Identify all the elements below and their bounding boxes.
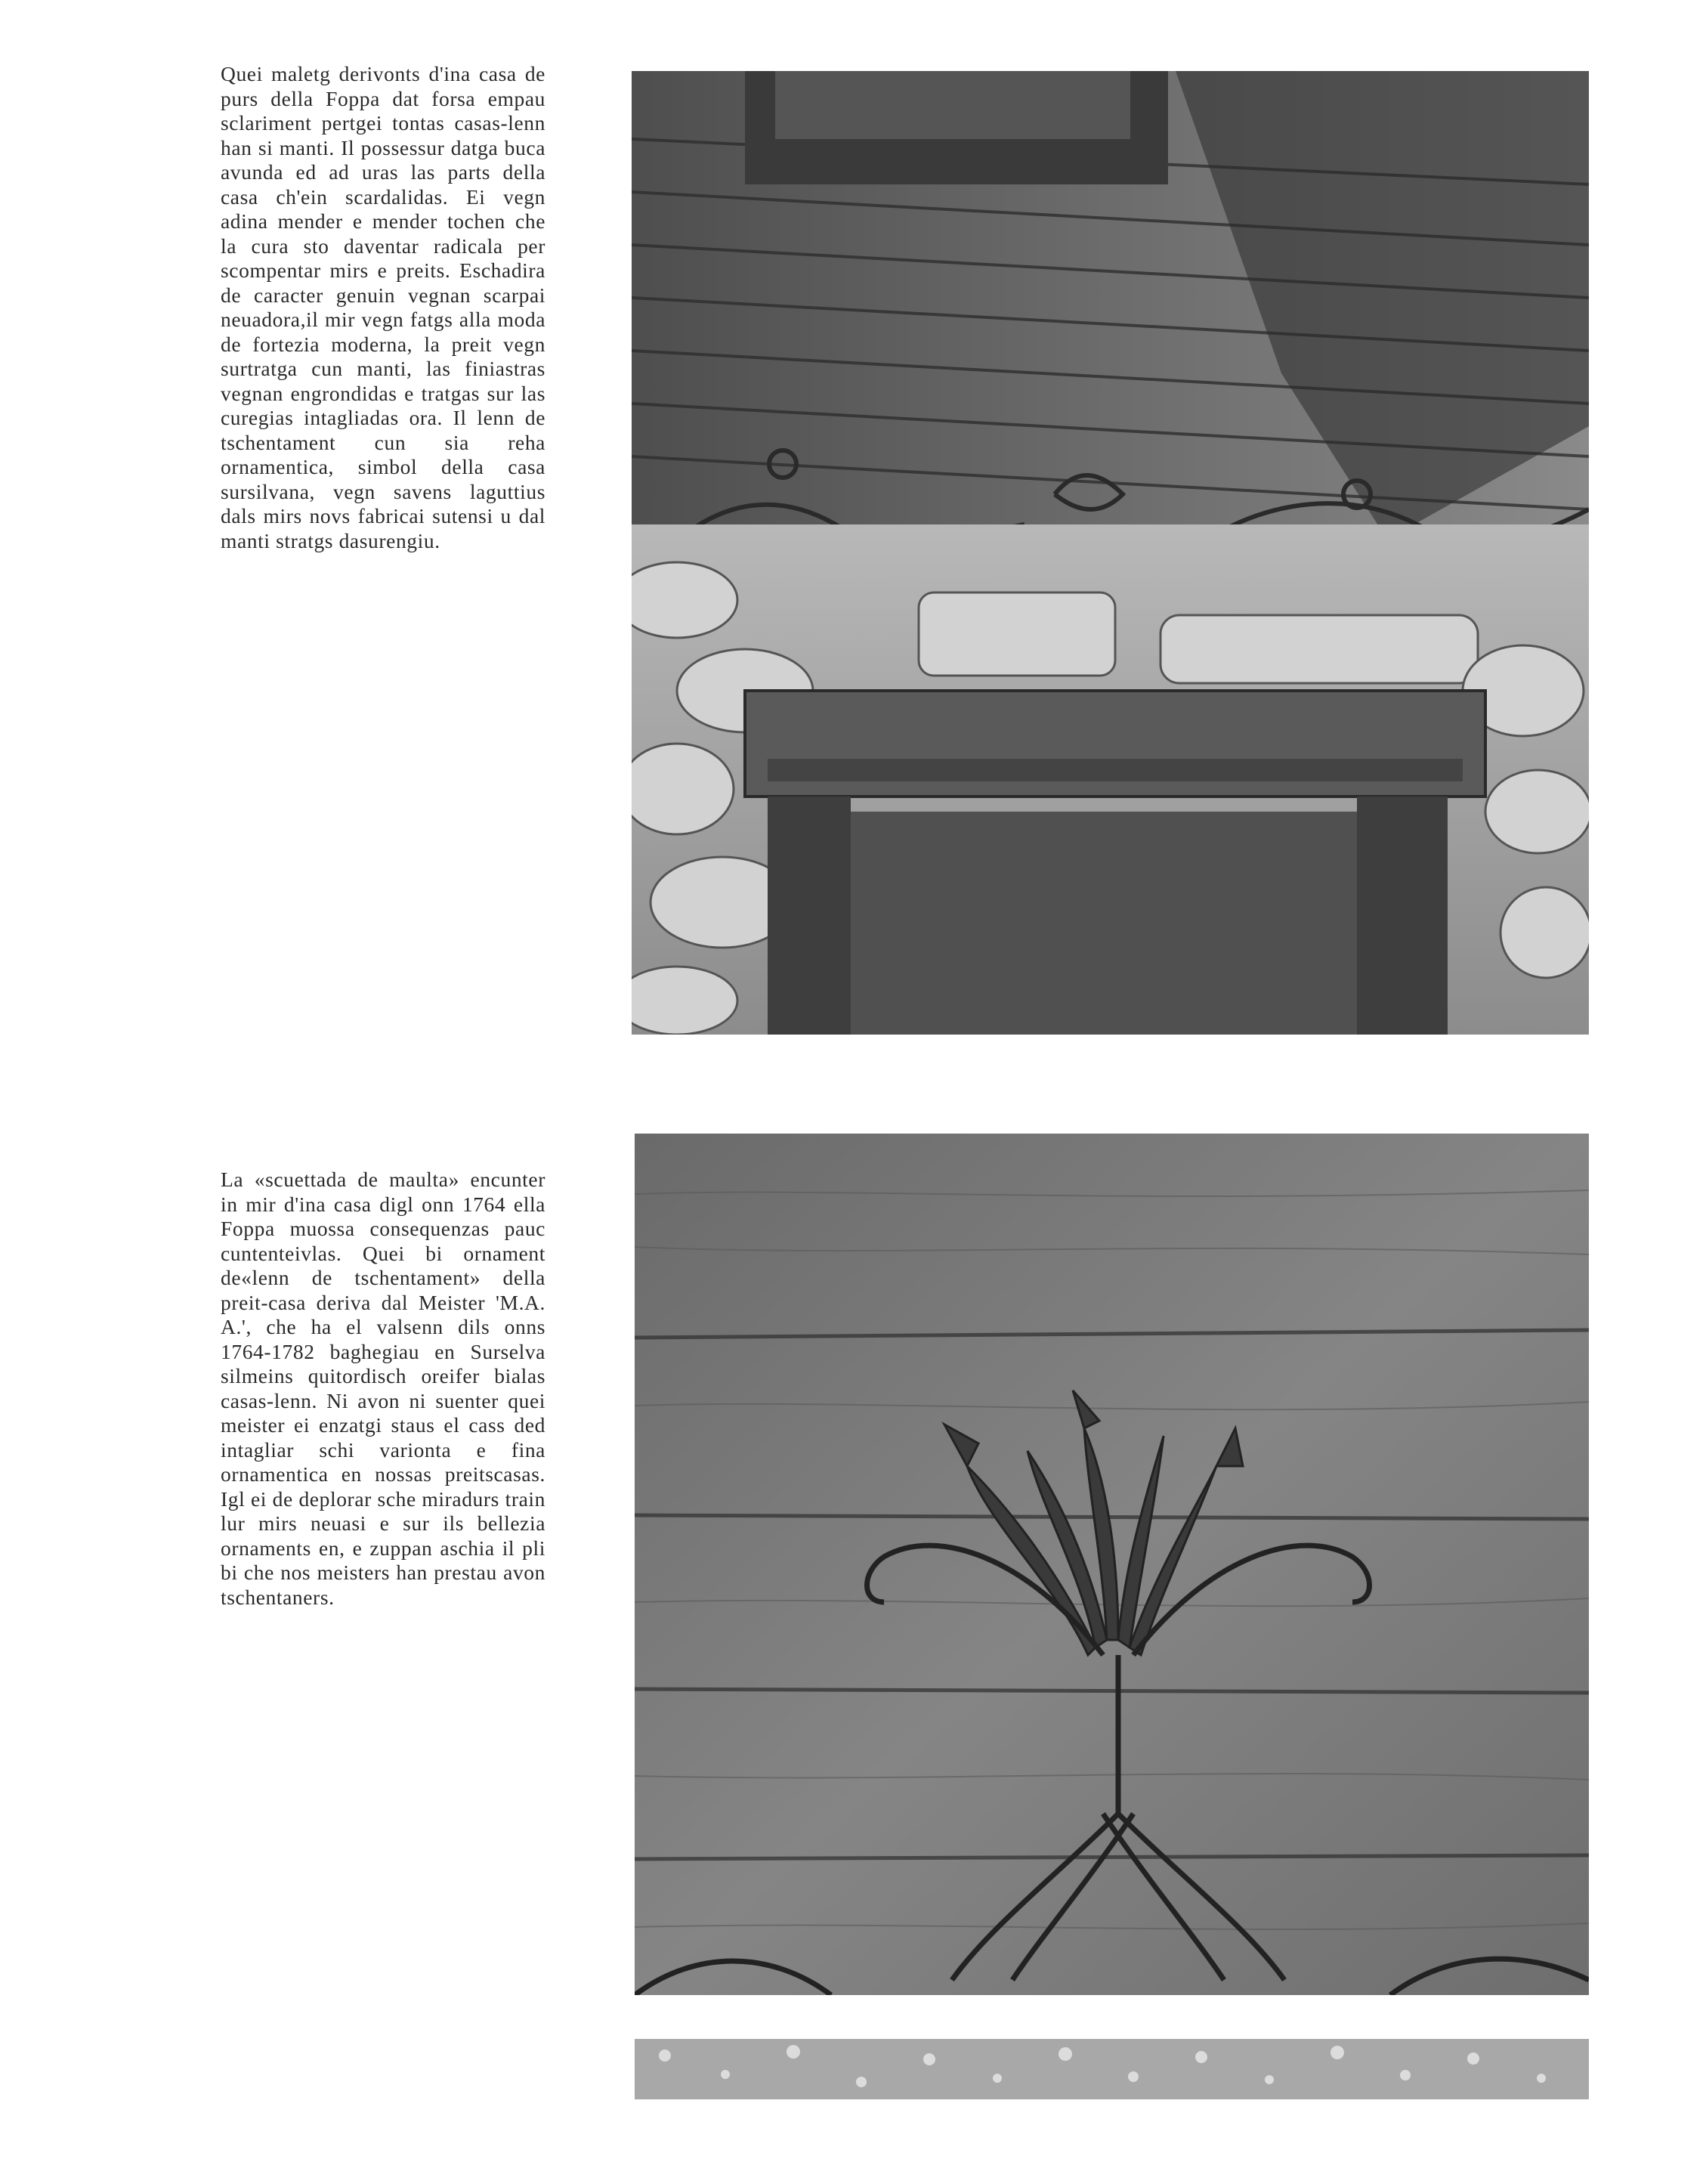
photo-house-wall	[632, 71, 1589, 1035]
caption-house-wall: Quei maletg derivonts d'ina casa de purs della Foppa dat forsa empau sclariment pertgei tontas casas-lenn han si manti. Il possessur datga buca avunda ed ad uras las parts della casa ch'ein scardalidas. Ei vegn adina mender e mender tochen che la cura sto daventar radicala per scompentar mirs e preits. Eschadira de caracter genuin vegnan scarpai neuadora,il mir vegn fatgs alla moda de fortezia moderna, la preit vegn surtratga cun manti, las finiastras vegnan engrondidas e tratgas sur las curegias intagliadas ora. Il lenn de tschentament cun sia reha ornamentica, simbol della casa sursilvana, vegn savens laguttius dals mirs novs fabricai sutensi u dal manti stratgs dasurengiu.	[221, 62, 545, 552]
house-wall-illustration	[632, 71, 1589, 1035]
carved-ornament-illustration	[635, 1134, 1589, 2099]
caption-ornament: La «scuettada de maulta» encunter in mir d'ina casa digl onn 1764 ella Foppa muossa consequenzas pauc cuntenteivlas. Quei bi ornament de«lenn de tschentament» della preit-casa deriva dal Meister 'M.A. A.', che ha el valsenn dils onns 1764-1782 baghegiau en Surselva silmeins quitordisch oreifer bialas casas-lenn. Ni avon ni suenter quei meister ei enzatgi staus el cass ded intagliar schi varionta e fina ornamentica en nossas preitscasas. Igl ei de deplorar sche miradurs train lur mirs neuasi e sur ils bellezia ornaments en, e zuppan aschia il pli bi che nos meisters han prestau avon tschentaners.	[221, 1168, 545, 1609]
photo-carved-ornament	[635, 1134, 1589, 2099]
